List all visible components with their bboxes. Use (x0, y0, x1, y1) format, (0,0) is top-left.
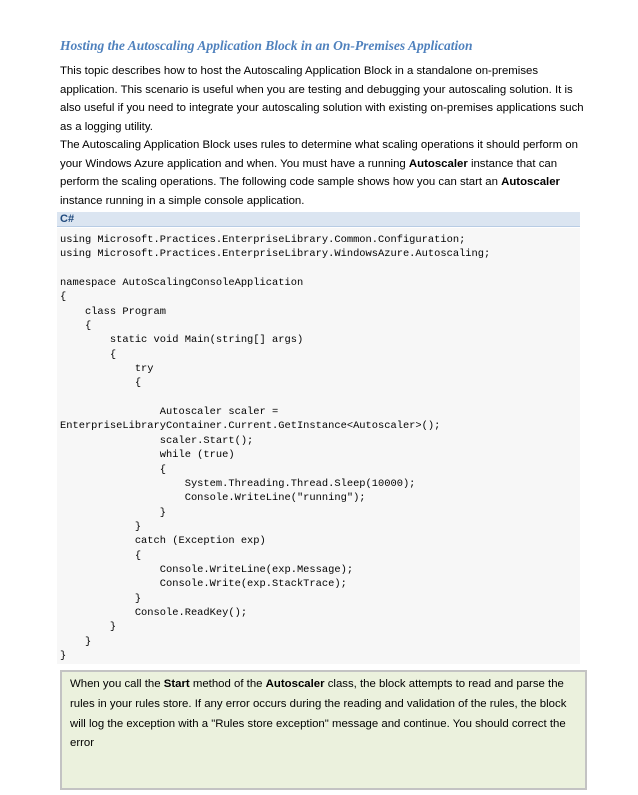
paragraph-text: instance running in a simple console application. (60, 194, 305, 207)
note-box (60, 670, 587, 790)
code-sample: using Microsoft.Practices.EnterpriseLibrary.Common.Configuration; using Microsoft.Practices.EnterpriseLibrary.WindowsAzure.Autoscaling; namespace AutoScalingConsoleApplication { class Program { static void Main(string[] args) { try { Autoscaler scaler = EnterpriseLibraryContainer.Current.GetInstance<Autoscaler>(); scaler.Start(); while (true) { System.Threading.Thread.Sleep(10000); Console.WriteLine("running"); } } catch (Exception exp) { Console.WriteLine(exp.Message); Console.Write(exp.StackTrace); } Console.ReadKey(); } } } (60, 234, 491, 662)
paragraph-text: The Autoscaling Application Block uses rules to determine what scaling operations it should perform on your Windows Azure application and when. You must have a running (60, 139, 578, 170)
autoscaler-paragraph (60, 136, 585, 210)
code-language-label: C# (57, 212, 580, 227)
paragraph-text: instance that can perform the scaling operations. The following code sample shows how you can start an (60, 157, 558, 189)
autoscaler-term: Autoscaler (501, 176, 560, 189)
note-text-part: method of the (189, 678, 266, 690)
note-text (62, 672, 585, 754)
section-heading: Hosting the Autoscaling Application Block in an On-Premises Application (60, 38, 473, 53)
autoscaler-term: Autoscaler (265, 678, 325, 690)
note-text-part: class, the block attempts to read and parse the rules in your rules store. If any error occurs during the reading and validation of the rules, the block will log the exception with a "Rules store exception" message and continue. You should correct the error (70, 678, 567, 750)
intro-paragraph: This topic describes how to host the Autoscaling Application Block in a standalone on-premises application. This scenario is useful when you are testing and debugging your autoscaling solution. It is also useful if you need to integrate your autoscaling solution with existing on-premises applications such as a logging utility. (60, 65, 584, 133)
note-text-part: When you call the (70, 678, 164, 690)
autoscaler-term: Autoscaler (408, 157, 468, 170)
start-method-term: Start (163, 678, 190, 690)
